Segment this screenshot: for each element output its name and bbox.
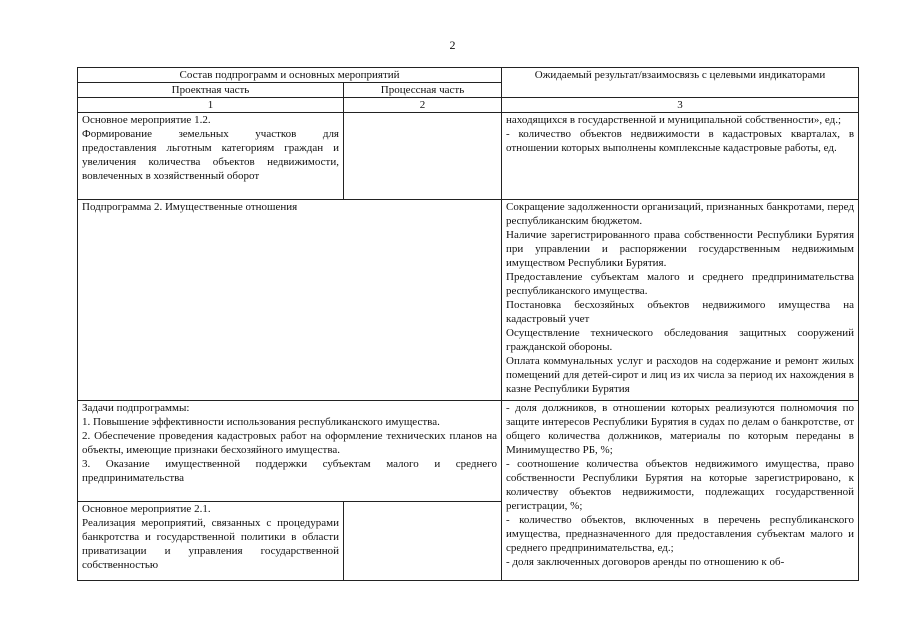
result-text: Осуществление технического обследования защитных сооружений гражданской обороны. bbox=[506, 327, 855, 353]
task-item: 1. Повышение эффективности использования республиканского имущества. bbox=[82, 416, 440, 428]
page-number: 2 bbox=[449, 38, 456, 52]
header-expected-result: Ожидаемый результат/взаимосвязь с целевыми индикаторами bbox=[502, 68, 859, 98]
subprogram-title: Подпрограмма 2. Имущественные отношения bbox=[82, 201, 298, 213]
indicator-text: - соотношение количества объектов недвижимого имущества, право собственности Республики Бурятия на которые зарегистрировано, к количеству объектов недвижимости, подлежащих государственной регистрации, %; bbox=[506, 458, 855, 512]
subprogram-tasks-cell bbox=[78, 401, 502, 502]
header-project-part: Проектная часть bbox=[78, 83, 344, 98]
tasks-heading: Задачи подпрограммы: bbox=[82, 402, 190, 414]
indicator-text: - количество объектов, включенных в перечень республиканского имущества, предназначенного для предоставления субъектам малого и среднего предпринимательства, ед.; bbox=[506, 514, 855, 554]
process-part-cell bbox=[344, 502, 502, 581]
indicator-text: - доля заключенных договоров аренды по отношению к об- bbox=[506, 556, 785, 568]
process-part-cell bbox=[344, 113, 502, 200]
activity-description: Реализация мероприятий, связанных с процедурами банкротства и государственной политики в области приватизации и управления государственной собственностью bbox=[82, 517, 339, 571]
table-row bbox=[78, 401, 859, 502]
task-item: 3. Оказание имущественной поддержки субъектам малого и среднего предпринимательства bbox=[82, 458, 498, 484]
expected-result-cell bbox=[502, 113, 859, 200]
result-text: Постановка бесхозяйных объектов недвижимого имущества на кадастровый учет bbox=[506, 299, 855, 325]
activity-title: Основное мероприятие 1.2. bbox=[82, 114, 211, 126]
result-text: Оплата коммунальных услуг и расходов на содержание и ремонт жилых помещений для детей-сирот и лиц из их числа за период их нахождения в казне Республики Бурятия bbox=[506, 355, 855, 395]
activity-title: Основное мероприятие 2.1. bbox=[82, 503, 211, 515]
indicators-cell bbox=[502, 401, 859, 581]
result-text: - количество объектов недвижимости в кадастровых кварталах, в отношении которых выполнены комплексные кадастровые работы, ед. bbox=[506, 128, 855, 154]
expected-result-cell bbox=[502, 200, 859, 401]
result-text: Наличие зарегистрированного права собственности Республики Бурятия при управлении и распоряжении государственным недвижимым имуществом Республики Бурятия. bbox=[506, 229, 855, 269]
activity-2-1-cell bbox=[78, 502, 344, 581]
table-row bbox=[78, 113, 859, 200]
column-number-2: 2 bbox=[344, 98, 502, 113]
subprogram-2-cell bbox=[78, 200, 502, 401]
result-text: находящихся в государственной и муниципальной собственности», ед.; bbox=[506, 114, 842, 126]
indicator-text: - доля должников, в отношении которых реализуются полномочия по защите интересов Республики Бурятия в судах по делам о банкротстве, от общего количества должников, материалы по которым переданы в Минимущество РБ, %; bbox=[506, 402, 855, 456]
header-process-part: Процессная часть bbox=[344, 83, 502, 98]
column-number-3: 3 bbox=[502, 98, 859, 113]
result-text: Сокращение задолженности организаций, признанных банкротами, перед республиканским бюджетом. bbox=[506, 201, 855, 227]
task-item: 2. Обеспечение проведения кадастровых работ на оформление технических планов на объекты, имеющие признаки бесхозяйного имущества. bbox=[82, 430, 498, 456]
header-composition: Состав подпрограмм и основных мероприятий bbox=[78, 68, 502, 83]
column-number-1: 1 bbox=[78, 98, 344, 113]
result-text: Предоставление субъектам малого и среднего предпринимательства республиканского имущества. bbox=[506, 271, 855, 297]
table-row bbox=[78, 200, 859, 401]
activity-1-2-cell bbox=[78, 113, 344, 200]
program-table bbox=[77, 67, 859, 581]
activity-description: Формирование земельных участков для предоставления льготным категориям граждан и увеличения количества объектов недвижимости, вовлеченных в хозяйственный оборот bbox=[82, 128, 339, 182]
